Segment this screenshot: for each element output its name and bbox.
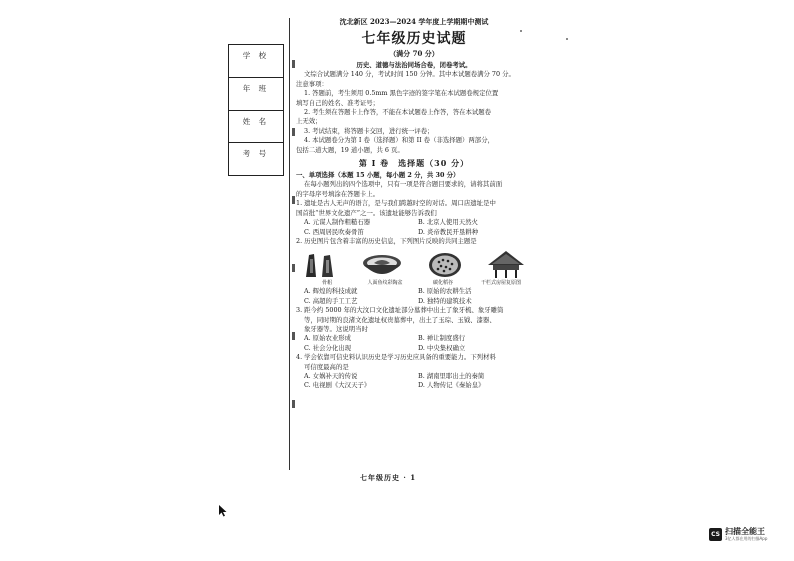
scan-speck	[566, 38, 568, 40]
question-2	[296, 237, 532, 306]
page-title: 七年级历史试题	[361, 31, 467, 47]
note-line: 4. 本试题卷分为第 I 卷（选择题）和第 II 卷（非选择题）两部分，	[304, 136, 494, 145]
part-instruction: 在每小题列出的四个选项中，只有一项是符合题目要求的，请将其前面	[304, 180, 503, 189]
carbonized-rice-image	[427, 251, 463, 279]
intro-line: 文综合试题满分 140 分，考试时间 150 分钟。其中本试题卷满分 70 分。	[304, 70, 515, 79]
option-d[interactable]: D. 人物传记《秦始皇》	[418, 381, 485, 390]
image-caption: 干栏式房屋复原图	[480, 280, 521, 287]
option-c[interactable]: C. 西周居民吹奏骨笛	[304, 227, 364, 236]
scanner-watermark	[709, 527, 767, 542]
question-stem: 可信度最高的是	[304, 362, 349, 371]
question-stem: 4. 学会依靠可信史料认识历史是学习历史应具备的重要能力。下列材料	[296, 353, 496, 362]
options	[296, 218, 532, 237]
question-4	[296, 353, 532, 391]
image-caption: 骨耜	[321, 280, 332, 287]
exam-paper	[296, 17, 532, 391]
part-instruction: 的字母序号填涂在答题卡上。	[296, 189, 380, 198]
question-1	[296, 199, 532, 237]
option-d[interactable]: D. 中央集权确立	[418, 343, 466, 352]
binding-line	[289, 18, 290, 470]
notes-title: 注意事项：	[296, 79, 328, 88]
section-title: 第 I 卷 选择题（30 分）	[358, 158, 470, 169]
options	[296, 372, 532, 391]
note-line: 3. 考试结束，将答题卡交回，进行统一评卷；	[304, 126, 434, 135]
intro-line: 历史、道德与法治同场合卷，闭卷考试。	[356, 61, 472, 69]
image-caption: 人面鱼纹彩陶盆	[367, 280, 403, 287]
option-a[interactable]: A. 女娲补天的传说	[304, 371, 358, 380]
full-score: （满分 70 分）	[389, 49, 439, 58]
student-info-box	[228, 44, 284, 176]
note-line: 上无效；	[296, 117, 322, 126]
option-b[interactable]: B. 禅让制度盛行	[418, 334, 466, 343]
note-line: 填写自己的姓名、准考证号；	[296, 98, 380, 107]
option-d[interactable]: D. 炎帝教民开垦耕种	[418, 227, 479, 236]
page-footer: 七年级历史 · 1	[360, 473, 417, 482]
painted-pottery-basin-image	[361, 253, 403, 279]
exam-header: 沈北新区 2023—2024 学年度上学期期中测试	[339, 17, 489, 26]
options	[296, 287, 532, 306]
info-exam-number: 考 号	[242, 149, 270, 159]
note-line: 包括二道大题，19 道小题，共 6 页。	[296, 145, 404, 154]
question-stem: 3. 距今约 5000 年的大汶口文化遗址部分墓葬中出土了象牙梳、象牙雕筒	[296, 306, 504, 315]
option-d[interactable]: D. 独特的建筑技术	[418, 296, 472, 305]
question-stem: 1. 遗址是古人无声的语言，是与我们跨越时空的对话。周口店遗址是中	[296, 199, 496, 208]
scanner-logo-icon: CS	[709, 528, 722, 541]
note-line: 2. 考生须在答题卡上作答，不能在本试题卷上作答，答在本试题卷	[304, 108, 492, 117]
info-name: 姓 名	[229, 111, 283, 144]
watermark-name: 扫描全能王	[725, 527, 765, 536]
options	[296, 334, 532, 353]
question-stem: 象牙器等。这说明当时	[304, 324, 368, 333]
bone-spade-image	[302, 251, 338, 279]
option-a[interactable]: A. 原始农业形成	[304, 334, 352, 343]
watermark-slogan: 3亿人都在用的扫描App	[725, 536, 768, 541]
option-a[interactable]: A. 元谋人制作粗糙石器	[304, 218, 371, 227]
mouse-cursor-icon	[219, 502, 227, 521]
question-stem: 等，同时期的良渚文化遗址权贵墓葬中，出土了玉琮、玉钺、漆器、	[304, 315, 496, 324]
info-class: 年 班	[229, 78, 283, 111]
option-b[interactable]: B. 北京人使用天然火	[418, 218, 478, 227]
part-title: 一、单项选择（本题 15 小题，每小题 2 分，共 30 分）	[296, 171, 460, 180]
stilt-house-image	[486, 249, 526, 279]
question-stem: 国首批“世界文化遗产”之一。该遗址能够告诉我们	[296, 208, 437, 217]
info-school: 学 校	[229, 45, 283, 78]
option-c[interactable]: C. 高超的手工工艺	[304, 296, 358, 305]
option-a[interactable]: A. 辉煌的科技成就	[304, 287, 358, 296]
question-stem: 2. 历史图片包含着丰富的历史信息，下列图片反映的共同主题是	[296, 236, 477, 245]
option-b[interactable]: B. 湖南里耶出土的秦简	[418, 371, 485, 380]
note-line: 1. 答题前，考生须用 0.5mm 黑色字迹的签字笔在本试题卷规定位置	[304, 89, 499, 98]
option-b[interactable]: B. 原始的农耕生活	[418, 287, 472, 296]
image-caption: 碳化稻谷	[432, 280, 453, 287]
option-c[interactable]: C. 电视剧《大汉天子》	[304, 381, 371, 390]
question-3	[296, 306, 532, 353]
image-strip	[296, 249, 532, 279]
option-c[interactable]: C. 社会分化出现	[304, 343, 352, 352]
